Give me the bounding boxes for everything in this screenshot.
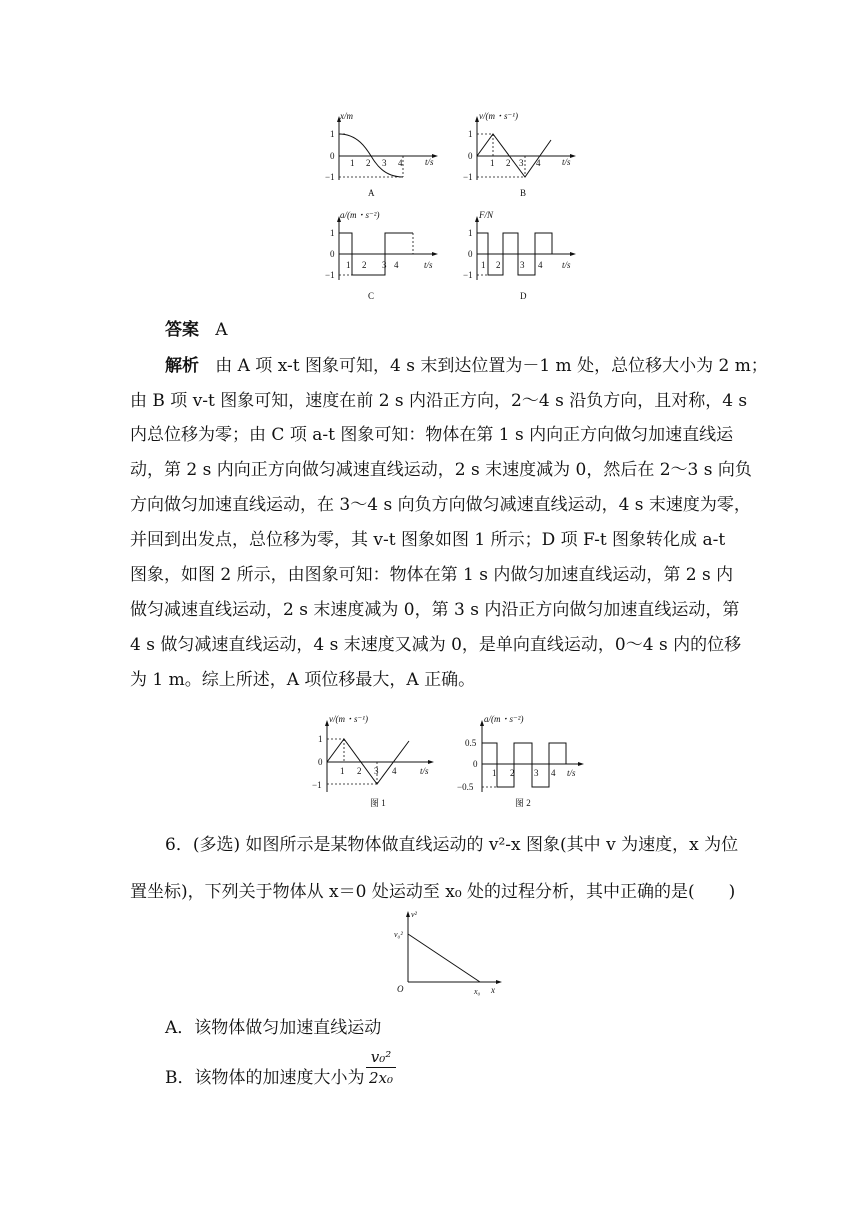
figure-c-xtick-3: 3: [382, 260, 387, 270]
figure-b: [460, 110, 585, 200]
figure-c-xtick-1: 1: [346, 260, 351, 270]
figure-d-xlabel: t/s: [562, 260, 571, 270]
question6-figure: [390, 908, 510, 998]
figure-d-ytick-1: 1: [468, 228, 473, 238]
figure-2-xtick-2: 2: [510, 768, 515, 778]
analysis-line-6: 并回到出发点，总位移为零，其 v-t 图象如图 1 所示；D 项 F-t 图象转化成 a-t: [130, 530, 726, 550]
figure-d-xtick-4: 4: [538, 260, 543, 270]
figure-d-xtick-2: 2: [496, 260, 501, 270]
figure-d: [460, 208, 585, 303]
figure-1-xtick-4: 4: [392, 766, 397, 776]
answer-line: [165, 315, 228, 340]
figure-b-ylabel: v/(m・s⁻¹): [479, 111, 518, 121]
analysis-label: 解析: [165, 356, 199, 376]
figure-1-xlabel: t/s: [420, 766, 429, 776]
figure-c: [322, 208, 452, 303]
figure-a-ytick-0: 0: [330, 151, 335, 161]
analysis-line-5: 方向做匀加速直线运动，在 3～4 s 向负方向做匀减速直线运动，4 s 末速度为零，: [130, 495, 751, 515]
figure-c-xlabel: t/s: [424, 260, 433, 270]
figure-a-xlabel: t/s: [425, 157, 434, 167]
figure-a-xtick-3: 3: [382, 158, 387, 168]
figure-b-ytick-0: 0: [468, 151, 473, 161]
option-a: A．该物体做匀加速直线运动: [165, 1018, 382, 1038]
figure-d-ytick-m1: −1: [463, 270, 473, 280]
figure-c-ytick-1: 1: [330, 228, 335, 238]
question6-y0: v₀²: [394, 930, 403, 939]
figure-1-ytick-0: 0: [318, 757, 323, 767]
figure-b-xtick-3: 3: [519, 158, 524, 168]
option-b-denominator: 2x₀: [368, 1069, 394, 1087]
figure-2: [455, 712, 590, 812]
question6-xlabel: x: [491, 985, 495, 995]
figure-2-caption: 图 2: [515, 798, 531, 808]
figure-2-ytick-m05: −0.5: [457, 782, 474, 792]
question6-line1: 6．(多选) 如图所示是某物体做直线运动的 v²-x 图象(其中 v 为速度，x 为位: [165, 835, 739, 855]
answer-value: A: [215, 320, 228, 340]
option-b-text: B．该物体的加速度大小为: [165, 1068, 365, 1088]
figure-c-ytick-0: 0: [330, 249, 335, 259]
figure-b-xtick-2: 2: [506, 158, 511, 168]
figure-c-xtick-2: 2: [362, 260, 367, 270]
figure-2-xtick-4: 4: [551, 768, 556, 778]
figure-b-ytick-m1: −1: [463, 172, 473, 182]
analysis-line-10: 为 1 m。综上所述，A 项位移最大，A 正确。: [130, 670, 476, 690]
question6-line2: 置坐标)，下列关于物体从 x＝0 处运动至 x₀ 处的过程分析，其中正确的是( ): [130, 882, 736, 902]
figure-2-ytick-05: 0.5: [465, 738, 477, 748]
figure-c-ytick-m1: −1: [325, 270, 335, 280]
figure-c-ylabel: a/(m・s⁻²): [340, 210, 380, 220]
figure-1-ylabel: v/(m・s⁻¹): [329, 714, 368, 724]
figure-1-xtick-1: 1: [340, 766, 345, 776]
figure-2-ylabel: a/(m・s⁻²): [484, 714, 524, 724]
figure-a-caption: A: [368, 188, 375, 198]
figure-2-xtick-1: 1: [492, 768, 497, 778]
figure-b-caption: B: [520, 188, 527, 198]
question6-origin: O: [397, 984, 404, 994]
figure-a-xtick-4: 4: [398, 158, 403, 168]
figure-b-ytick-1: 1: [468, 129, 473, 139]
figure-1-xtick-2: 2: [357, 766, 362, 776]
figure-2-xtick-3: 3: [534, 768, 539, 778]
question6-x0: x₀: [474, 987, 481, 996]
figure-d-ytick-0: 0: [468, 249, 473, 259]
figure-d-ylabel: F/N: [479, 210, 494, 220]
analysis-line-9: 4 s 做匀减速直线运动，4 s 末速度又减为 0，是单向直线运动，0～4 s 内的位移: [130, 635, 742, 655]
figure-1-xtick-3: 3: [374, 766, 379, 776]
analysis-line-7: 图象，如图 2 所示，由图象可知：物体在第 1 s 内做匀加速直线运动，第 2 s 内: [130, 565, 734, 585]
analysis-line-4: 动，第 2 s 内向正方向做匀减速直线运动，2 s 末速度减为 0，然后在 2～3 s 向负: [130, 460, 752, 480]
option-b-numerator: v₀²: [370, 1048, 392, 1066]
figure-b-xtick-4: 4: [536, 158, 541, 168]
figure-d-xtick-3: 3: [520, 260, 525, 270]
question6-ylabel: v²: [411, 910, 417, 919]
figure-b-xlabel: t/s: [562, 157, 571, 167]
analysis-line-1: [165, 351, 768, 376]
figure-a: [322, 110, 452, 200]
analysis-line-3: 内总位移为零；由 C 项 a-t 图象可知：物体在第 1 s 内向正方向做匀加速直线运: [130, 425, 734, 445]
answer-label: 答案: [165, 320, 199, 340]
figure-c-xtick-4: 4: [394, 260, 399, 270]
option-b-fraction: [366, 1048, 396, 1087]
figure-1-ytick-m1: −1: [312, 780, 322, 790]
figure-c-caption: C: [368, 291, 375, 301]
figure-2-xlabel: t/s: [567, 768, 576, 778]
figure-a-xtick-2: 2: [366, 158, 371, 168]
analysis-text-1: 由 A 项 x-t 图象可知，4 s 末到达位置为－1 m 处，总位移大小为 2 m；: [215, 356, 768, 376]
analysis-line-8: 做匀减速直线运动，2 s 末速度减为 0，第 3 s 内沿正方向做匀加速直线运动，第: [130, 600, 740, 620]
analysis-line-2: 由 B 项 v-t 图象可知，速度在前 2 s 内沿正方向，2～4 s 沿负方向，且对称，4 s: [130, 391, 748, 411]
figure-a-ytick-1: 1: [330, 129, 335, 139]
figure-b-xtick-1: 1: [490, 158, 495, 168]
figure-d-xtick-1: 1: [481, 260, 486, 270]
figure-a-ylabel: x/m: [340, 111, 353, 121]
figure-a-xtick-1: 1: [350, 158, 355, 168]
figure-a-ytick-m1: −1: [325, 172, 335, 182]
figure-1-ytick-1: 1: [318, 734, 323, 744]
figure-1: [312, 712, 447, 812]
figure-2-ytick-0: 0: [473, 759, 478, 769]
figure-d-caption: D: [520, 291, 527, 301]
figure-1-caption: 图 1: [370, 798, 386, 808]
